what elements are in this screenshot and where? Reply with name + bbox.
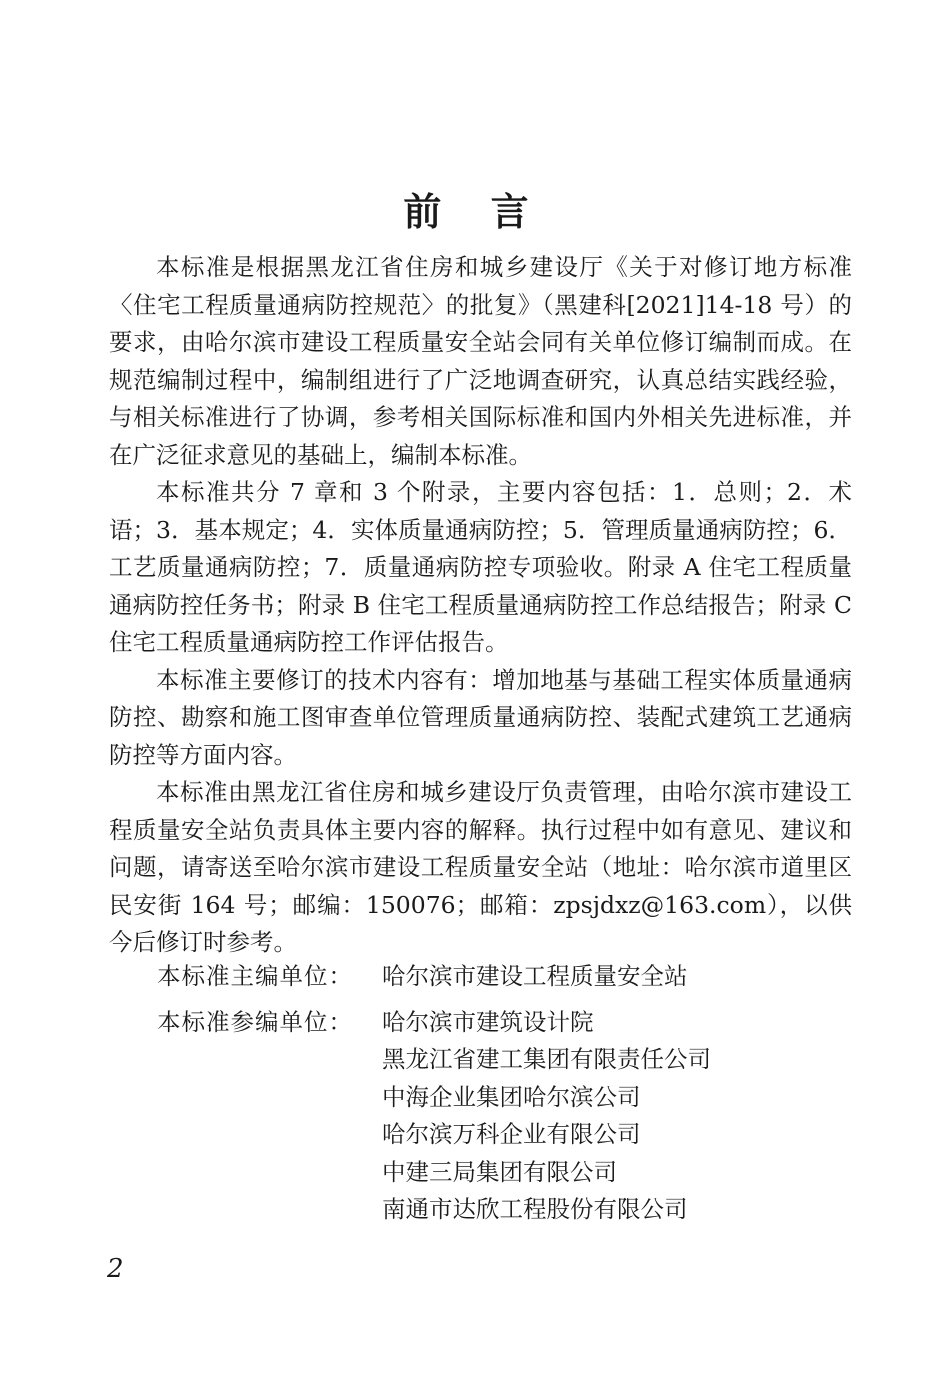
participating-unit: 南通市达欣工程股份有限公司 xyxy=(382,1195,688,1223)
paragraph-contents: 本标准共分 7 章和 3 个附录，主要内容包括：1．总则；2．术语；3．基本规定；4．实体质量通病防控；5．管理质量通病防控；6．工艺质量通病防控；7．质量通病防控专项验收。附录 A 住宅工程质量通病防控任务书；附录 B 住宅工程质量通病防控工作总结报告；附录 C 住宅工程质量通病防控工作评估报告。 xyxy=(109,478,852,656)
chief-unit-value: 哈尔滨市建设工程质量安全站 xyxy=(382,962,688,990)
participating-unit: 中建三局集团有限公司 xyxy=(382,1157,617,1186)
chief-unit-label: 本标准主编单位： xyxy=(157,962,353,990)
page-number: 2 xyxy=(107,1254,124,1284)
participating-units-row xyxy=(157,1004,857,1229)
preface-body xyxy=(109,249,852,962)
participating-unit: 哈尔滨万科企业有限公司 xyxy=(382,1120,641,1148)
participating-unit: 哈尔滨市建筑设计院 xyxy=(382,1007,594,1036)
participating-unit: 黑龙江省建工集团有限责任公司 xyxy=(382,1045,711,1073)
chief-unit-row xyxy=(157,958,857,996)
page-title: 前 言 xyxy=(403,189,547,234)
participating-unit: 中海企业集团哈尔滨公司 xyxy=(382,1082,641,1111)
editing-units xyxy=(157,958,857,1229)
paragraph-basis: 本标准是根据黑龙江省住房和城乡建设厅《关于对修订地方标准〈住宅工程质量通病防控规范〉的批复》（黑建科[2021]14-18 号）的要求，由哈尔滨市建设工程质量安全站会同有关单位修订编制而成。在规范编制过程中，编制组进行了广泛地调查研究，认真总结实践经验，与相关标准进行了协调，参考相关国际标准和国内外相关先进标准，并在广泛征求意见的基础上，编制本标准。 xyxy=(109,253,852,469)
participating-units-label: 本标准参编单位： xyxy=(157,1007,353,1036)
paragraph-revisions: 本标准主要修订的技术内容有：增加地基与基础工程实体质量通病防控、勘察和施工图审查单位管理质量通病防控、装配式建筑工艺通病防控等方面内容。 xyxy=(109,665,852,769)
paragraph-management: 本标准由黑龙江省住房和城乡建设厅负责管理，由哈尔滨市建设工程质量安全站负责具体主要内容的解释。执行过程中如有意见、建议和问题，请寄送至哈尔滨市建设工程质量安全站（地址：哈尔滨市道里区民安街 164 号；邮编：150076；邮箱：zpsjdxz@163.com），以供今后修订时参考。 xyxy=(109,778,852,956)
participating-units-list xyxy=(382,1004,711,1229)
